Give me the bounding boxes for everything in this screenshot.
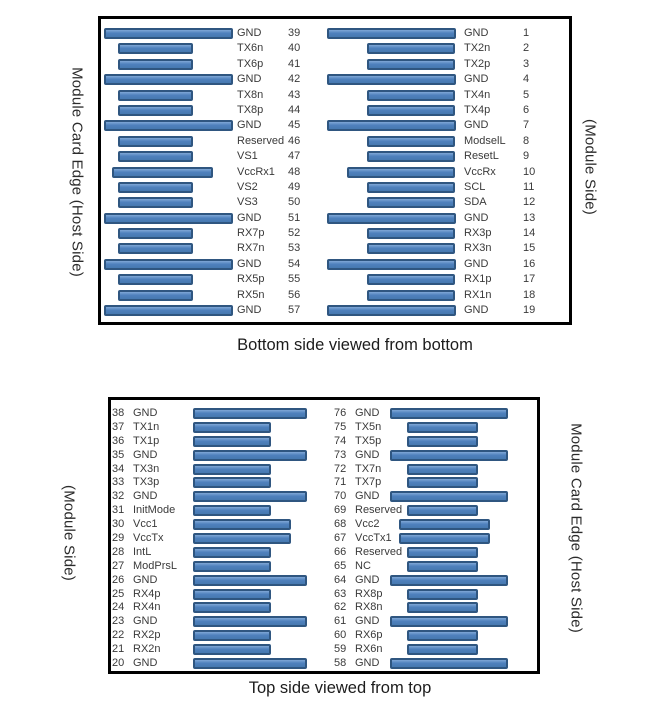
pin-number-label: 69 <box>334 504 347 516</box>
pin-number-label: 24 <box>112 601 125 613</box>
module-side-label: (Module Side) <box>60 485 78 581</box>
pin-bar <box>118 228 193 239</box>
pin-number-label: 40 <box>288 42 301 54</box>
pin-number-label: 45 <box>288 119 301 131</box>
pin-bar <box>327 213 456 224</box>
pin-number-label: 4 <box>523 73 530 85</box>
pin-number-label: 53 <box>288 242 301 254</box>
pin-name-label: RX4n <box>133 601 161 613</box>
pin-number-label: 37 <box>112 421 125 433</box>
pin-name-label: RX8n <box>355 601 383 613</box>
pin-name-label: GND <box>237 73 262 85</box>
pin-name-label: GND <box>133 574 158 586</box>
pin-name-label: GND <box>464 212 489 224</box>
pin-bar <box>118 151 193 162</box>
pin-number-label: 15 <box>523 242 536 254</box>
pin-number-label: 63 <box>334 588 347 600</box>
pin-number-label: 44 <box>288 104 301 116</box>
pin-number-label: 61 <box>334 615 347 627</box>
pin-name-label: RX7p <box>237 227 265 239</box>
pin-name-label: NC <box>355 560 371 572</box>
pin-number-label: 14 <box>523 227 536 239</box>
pin-number-label: 65 <box>334 560 347 572</box>
pin-name-label: RX6p <box>355 629 383 641</box>
pin-number-label: 75 <box>334 421 347 433</box>
pin-number-label: 11 <box>523 181 535 193</box>
pin-number-label: 12 <box>523 196 536 208</box>
pin-bar <box>407 644 478 655</box>
pin-name-label: RX4p <box>133 588 161 600</box>
pin-name-label: Reserved <box>355 504 403 516</box>
pin-number-label: 23 <box>112 615 125 627</box>
pin-name-label: GND <box>133 407 158 419</box>
pin-number-label: 67 <box>334 532 347 544</box>
pin-bar <box>347 167 455 178</box>
pin-bar <box>118 290 193 301</box>
pin-number-label: 62 <box>334 601 347 613</box>
pin-name-label: GND <box>237 119 262 131</box>
pin-number-label: 68 <box>334 518 347 530</box>
pin-number-label: 1 <box>523 27 530 39</box>
pin-bar <box>407 602 478 613</box>
pin-name-label: RX5p <box>237 273 265 285</box>
pin-name-label: ResetL <box>464 150 499 162</box>
pin-bar <box>118 243 193 254</box>
pin-name-label: GND <box>133 490 158 502</box>
pin-bar <box>390 450 508 461</box>
pin-bar <box>193 436 271 447</box>
pin-number-label: 50 <box>288 196 301 208</box>
pin-name-label: GND <box>355 490 380 502</box>
pin-number-label: 48 <box>288 166 301 178</box>
pin-bar <box>193 644 271 655</box>
pin-bar <box>193 658 307 669</box>
pin-number-label: 38 <box>112 407 125 419</box>
pin-bar <box>193 491 307 502</box>
pin-bar <box>118 105 193 116</box>
pin-name-label: TX4n <box>464 89 491 101</box>
pin-bar <box>193 602 271 613</box>
pin-number-label: 19 <box>523 304 536 316</box>
pin-bar <box>118 197 193 208</box>
pin-bar <box>193 533 291 544</box>
pin-name-label: RX2p <box>133 629 161 641</box>
pin-number-label: 5 <box>523 89 530 101</box>
pin-bar <box>407 561 478 572</box>
pin-bar <box>193 408 307 419</box>
pin-bar <box>104 28 233 39</box>
pin-name-label: ModPrsL <box>133 560 178 572</box>
pin-bar <box>407 505 478 516</box>
pin-bar <box>327 74 456 85</box>
pin-bar <box>407 477 478 488</box>
pin-name-label: TX8n <box>237 89 264 101</box>
pin-bar <box>367 43 455 54</box>
pin-name-label: TX3p <box>133 476 160 488</box>
pin-bar <box>104 305 233 316</box>
pin-name-label: SCL <box>464 181 486 193</box>
pin-bar <box>193 616 307 627</box>
pin-bar <box>407 589 478 600</box>
pin-name-label: RX3p <box>464 227 492 239</box>
pin-bar <box>193 561 271 572</box>
pin-name-label: GND <box>237 212 262 224</box>
pin-name-label: GND <box>133 657 158 669</box>
pin-name-label: GND <box>355 407 380 419</box>
pin-name-label: SDA <box>464 196 487 208</box>
pin-bar <box>118 43 193 54</box>
pin-name-label: GND <box>464 258 489 270</box>
pin-bar <box>193 575 307 586</box>
pin-name-label: TX2p <box>464 58 491 70</box>
pin-bar <box>407 630 478 641</box>
pin-number-label: 31 <box>112 504 125 516</box>
pin-name-label: GND <box>237 304 262 316</box>
pin-number-label: 64 <box>334 574 347 586</box>
pin-number-label: 10 <box>523 166 536 178</box>
pin-name-label: RX1n <box>464 289 492 301</box>
pin-bar <box>407 436 478 447</box>
pin-name-label: TX6n <box>237 42 264 54</box>
pin-bar <box>407 547 478 558</box>
pin-number-label: 39 <box>288 27 301 39</box>
pin-bar <box>327 120 456 131</box>
pin-name-label: VccTx1 <box>355 532 392 544</box>
pin-name-label: TX3n <box>133 463 160 475</box>
pin-number-label: 54 <box>288 258 301 270</box>
pin-bar <box>104 259 233 270</box>
pin-name-label: TX1n <box>133 421 160 433</box>
pin-bar <box>193 464 271 475</box>
pin-name-label: VccTx <box>133 532 164 544</box>
pin-number-label: 27 <box>112 560 125 572</box>
pin-name-label: RX3n <box>464 242 492 254</box>
bottom-view-caption: Bottom side viewed from bottom <box>237 336 473 354</box>
pin-name-label: RX5n <box>237 289 265 301</box>
pin-name-label: TX7p <box>355 476 382 488</box>
pin-number-label: 32 <box>112 490 125 502</box>
pin-number-label: 30 <box>112 518 125 530</box>
pin-bar <box>327 28 456 39</box>
pin-bar <box>390 491 508 502</box>
pin-name-label: VS1 <box>237 150 258 162</box>
pin-bar <box>193 450 307 461</box>
pin-number-label: 60 <box>334 629 347 641</box>
pin-bar <box>367 105 455 116</box>
pin-name-label: GND <box>464 304 489 316</box>
pin-number-label: 49 <box>288 181 301 193</box>
pin-name-label: GND <box>355 449 380 461</box>
pin-bar <box>399 533 490 544</box>
pin-name-label: RX2n <box>133 643 161 655</box>
pin-number-label: 71 <box>334 476 347 488</box>
pin-bar <box>118 274 193 285</box>
pin-bar <box>118 136 193 147</box>
pin-name-label: GND <box>133 615 158 627</box>
pin-number-label: 35 <box>112 449 125 461</box>
pin-number-label: 73 <box>334 449 347 461</box>
pin-bar <box>390 408 508 419</box>
pin-number-label: 3 <box>523 58 530 70</box>
top-view-caption: Top side viewed from top <box>248 679 432 697</box>
pin-name-label: GND <box>237 27 262 39</box>
pin-bar <box>193 547 271 558</box>
pin-number-label: 59 <box>334 643 347 655</box>
pin-name-label: GND <box>464 119 489 131</box>
pin-number-label: 22 <box>112 629 125 641</box>
pin-bar <box>367 228 455 239</box>
pin-number-label: 2 <box>523 42 530 54</box>
pin-name-label: ModselL <box>464 135 506 147</box>
pin-bar <box>390 616 508 627</box>
pin-name-label: IntL <box>133 546 152 558</box>
pin-number-label: 47 <box>288 150 301 162</box>
pin-number-label: 16 <box>523 258 536 270</box>
pin-bar <box>193 477 271 488</box>
pin-bar <box>399 519 490 530</box>
pin-number-label: 9 <box>523 150 530 162</box>
pin-number-label: 41 <box>288 58 301 70</box>
pin-name-label: GND <box>355 574 380 586</box>
pin-name-label: TX4p <box>464 104 491 116</box>
pin-number-label: 70 <box>334 490 347 502</box>
pin-number-label: 34 <box>112 463 125 475</box>
pin-number-label: 42 <box>288 73 301 85</box>
pin-bar <box>104 120 233 131</box>
pin-number-label: 20 <box>112 657 125 669</box>
pin-number-label: 18 <box>523 289 536 301</box>
pin-bar <box>193 589 271 600</box>
pin-number-label: 13 <box>523 212 536 224</box>
pin-number-label: 52 <box>288 227 301 239</box>
pin-number-label: 8 <box>523 135 530 147</box>
pin-number-label: 6 <box>523 104 530 116</box>
pin-number-label: 76 <box>334 407 347 419</box>
pin-name-label: TX5p <box>355 435 382 447</box>
pin-name-label: RX1p <box>464 273 492 285</box>
pin-number-label: 21 <box>112 643 125 655</box>
pin-bar <box>367 151 455 162</box>
host-side-edge-label: Module Card Edge (Host Side) <box>68 67 86 277</box>
pin-bar <box>118 182 193 193</box>
pin-bar <box>104 213 233 224</box>
pin-bar <box>367 243 455 254</box>
pin-name-label: TX7n <box>355 463 382 475</box>
pin-bar <box>327 305 456 316</box>
pin-bar <box>407 422 478 433</box>
pin-name-label: Vcc2 <box>355 518 380 530</box>
pin-number-label: 51 <box>288 212 301 224</box>
pin-name-label: VS2 <box>237 181 258 193</box>
pin-bar <box>118 90 193 101</box>
pin-number-label: 33 <box>112 476 125 488</box>
pin-bar <box>118 59 193 70</box>
pin-bar <box>367 182 455 193</box>
pin-number-label: 17 <box>523 273 536 285</box>
pin-number-label: 43 <box>288 89 301 101</box>
pin-name-label: Reserved <box>237 135 285 147</box>
pin-bar <box>407 464 478 475</box>
pin-name-label: VccRx1 <box>237 166 275 178</box>
pin-number-label: 46 <box>288 135 301 147</box>
pin-bar <box>367 290 455 301</box>
pin-name-label: RX6n <box>355 643 383 655</box>
pin-name-label: RX8p <box>355 588 383 600</box>
module-side-label: (Module Side) <box>581 119 599 215</box>
pin-bar <box>327 259 456 270</box>
pin-name-label: TX2n <box>464 42 491 54</box>
pin-bar <box>193 519 291 530</box>
pin-number-label: 66 <box>334 546 347 558</box>
pin-number-label: 58 <box>334 657 347 669</box>
pin-number-label: 28 <box>112 546 125 558</box>
pin-bar <box>367 90 455 101</box>
pin-bar <box>193 630 271 641</box>
pin-number-label: 25 <box>112 588 125 600</box>
pin-bar <box>193 505 271 516</box>
pin-name-label: Vcc1 <box>133 518 158 530</box>
pin-number-label: 57 <box>288 304 301 316</box>
pin-number-label: 56 <box>288 289 301 301</box>
pin-number-label: 7 <box>523 119 530 131</box>
pin-bar <box>193 422 271 433</box>
pin-bar <box>367 136 455 147</box>
pin-number-label: 29 <box>112 532 125 544</box>
pin-bar <box>104 74 233 85</box>
pin-number-label: 74 <box>334 435 347 447</box>
pin-name-label: GND <box>464 73 489 85</box>
pin-number-label: 72 <box>334 463 347 475</box>
pin-name-label: VS3 <box>237 196 258 208</box>
host-side-edge-label: Module Card Edge (Host Side) <box>567 423 585 633</box>
pin-bar <box>390 575 508 586</box>
pin-bar <box>390 658 508 669</box>
pin-name-label: GND <box>355 615 380 627</box>
pin-name-label: GND <box>355 657 380 669</box>
pin-bar <box>367 197 455 208</box>
pin-name-label: Reserved <box>355 546 403 558</box>
pin-number-label: 36 <box>112 435 125 447</box>
pin-bar <box>112 167 213 178</box>
pin-name-label: RX7n <box>237 242 265 254</box>
pin-name-label: TX5n <box>355 421 382 433</box>
pin-name-label: TX8p <box>237 104 264 116</box>
pin-number-label: 26 <box>112 574 125 586</box>
pin-name-label: GND <box>464 27 489 39</box>
pin-name-label: InitMode <box>133 504 176 516</box>
pin-name-label: GND <box>237 258 262 270</box>
pin-name-label: TX1p <box>133 435 160 447</box>
pin-name-label: VccRx <box>464 166 496 178</box>
pin-name-label: GND <box>133 449 158 461</box>
pin-number-label: 55 <box>288 273 301 285</box>
pin-bar <box>367 59 455 70</box>
pin-bar <box>367 274 455 285</box>
pin-name-label: TX6p <box>237 58 264 70</box>
